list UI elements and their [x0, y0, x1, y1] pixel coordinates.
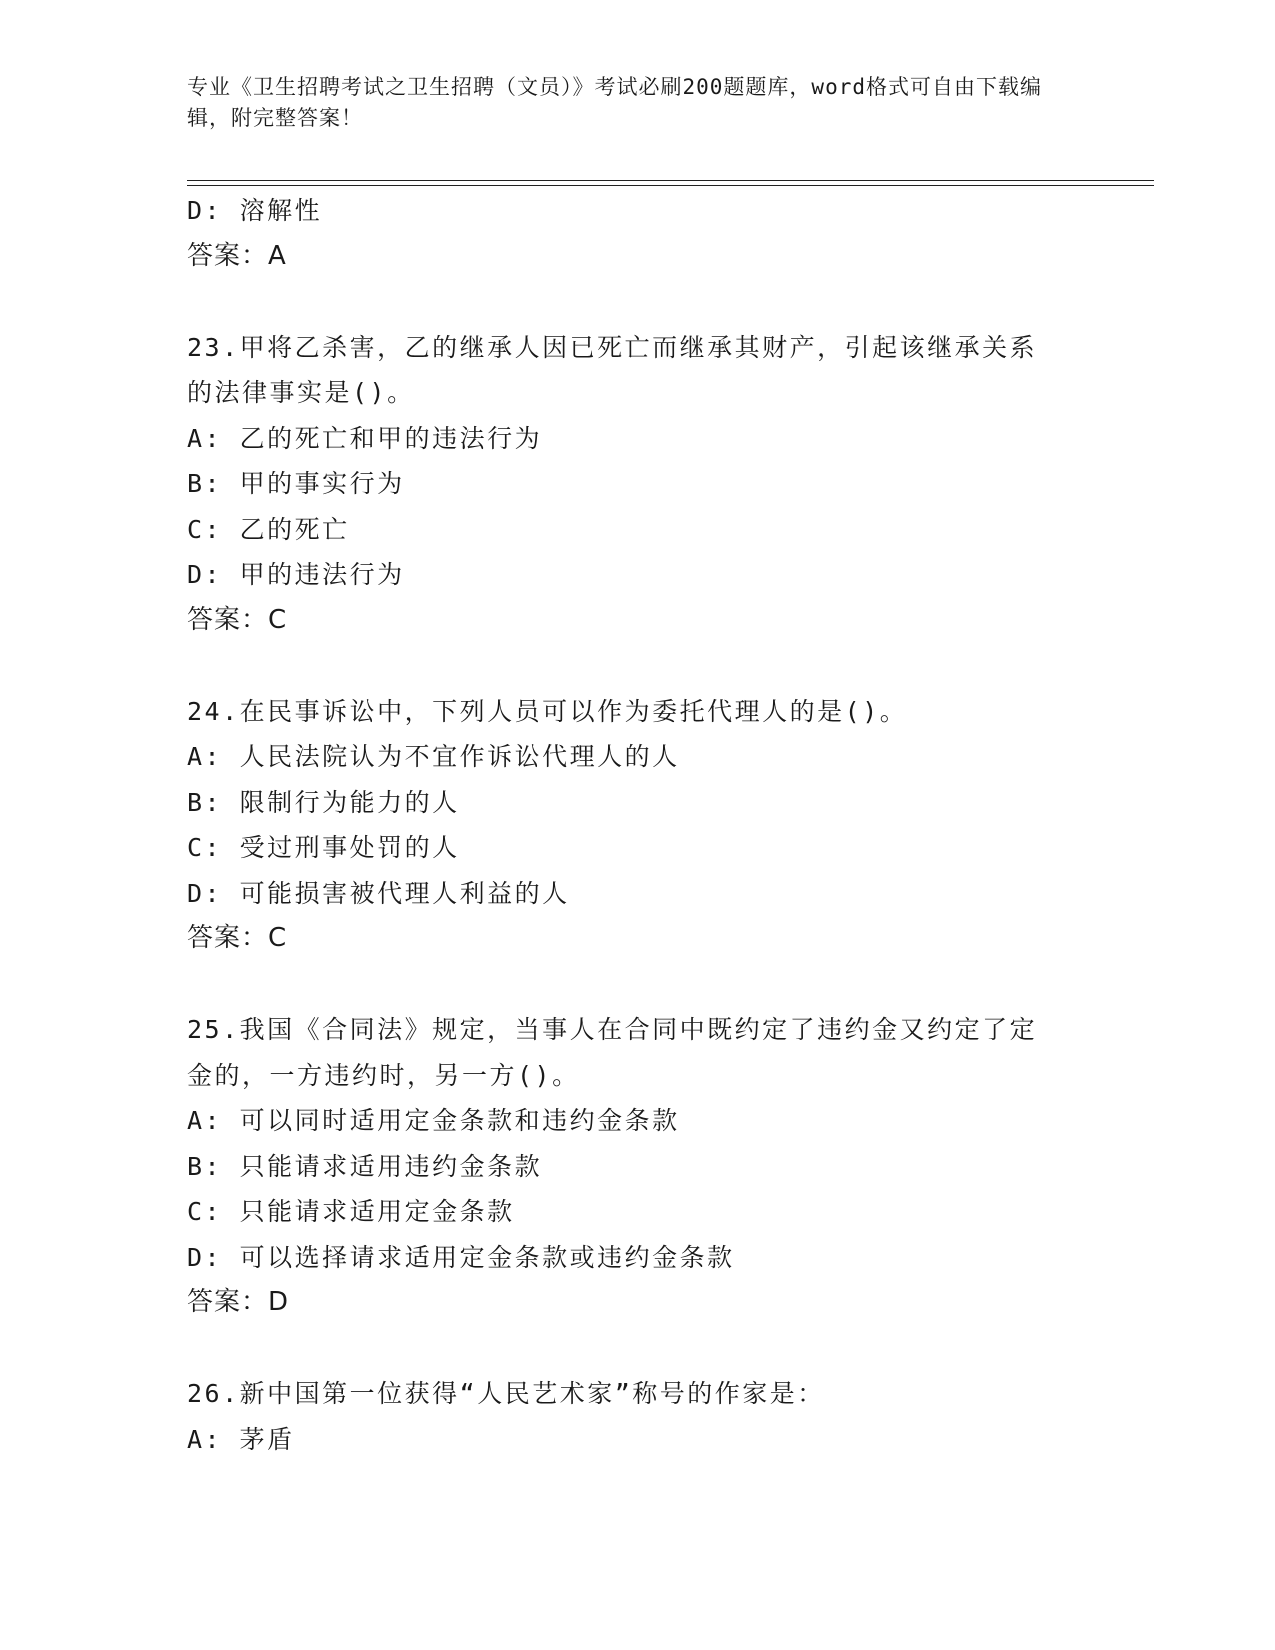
question-stem-continued: 的法律事实是()。 [187, 378, 415, 407]
question-stem: 24.在民事诉讼中，下列人员可以作为委托代理人的是()。 [187, 696, 908, 726]
option-d: D: 可以选择请求适用定金条款或违约金条款 [187, 1242, 735, 1272]
option-a: A: 茅盾 [187, 1424, 295, 1454]
header-divider-bottom [187, 185, 1154, 186]
question-block-24 [187, 689, 1087, 962]
option-a: A: 乙的死亡和甲的违法行为 [187, 423, 543, 453]
option-d: D: 溶解性 [187, 196, 323, 225]
question-spacer [187, 1326, 1087, 1372]
question-block-23 [187, 325, 1087, 644]
option-d: D: 甲的违法行为 [187, 560, 405, 589]
header-divider-top [187, 180, 1154, 181]
question-spacer [187, 643, 1087, 689]
question-block-25 [187, 1007, 1087, 1326]
document-header-title: 专业《卫生招聘考试之卫生招聘（文员）》考试必刷200题题库，word格式可自由下载编辑，附完整答案！ [187, 75, 1042, 130]
option-c: C: 乙的死亡 [187, 514, 350, 544]
answer-line: 答案：D [187, 1287, 290, 1317]
question-spacer [187, 279, 1087, 325]
answer-line: 答案：A [187, 240, 287, 271]
option-b: B: 限制行为能力的人 [187, 787, 460, 817]
option-a: A: 人民法院认为不宜作诉讼代理人的人 [187, 742, 680, 771]
question-stem: 23.甲将乙杀害，乙的继承人因已死亡而继承其财产，引起该继承关系 [187, 332, 1038, 362]
option-b: B: 只能请求适用违约金条款 [187, 1151, 543, 1181]
question-block-26 [187, 1371, 1087, 1462]
option-c: C: 受过刑事处罚的人 [187, 833, 460, 862]
question-stem: 26.新中国第一位获得“人民艺术家”称号的作家是： [187, 1379, 825, 1408]
option-c: C: 只能请求适用定金条款 [187, 1197, 515, 1226]
question-content [187, 188, 1087, 1462]
option-b: B: 甲的事实行为 [187, 469, 405, 498]
question-stem: 25.我国《合同法》规定，当事人在合同中既约定了违约金又约定了定 [187, 1015, 1038, 1044]
option-d: D: 可能损害被代理人利益的人 [187, 878, 570, 908]
answer-line: 答案：C [187, 604, 288, 635]
option-a: A: 可以同时适用定金条款和违约金条款 [187, 1106, 680, 1135]
question-stem-continued: 金的，一方违约时，另一方()。 [187, 1060, 580, 1090]
question-spacer [187, 962, 1087, 1008]
answer-line: 答案：C [187, 923, 288, 953]
